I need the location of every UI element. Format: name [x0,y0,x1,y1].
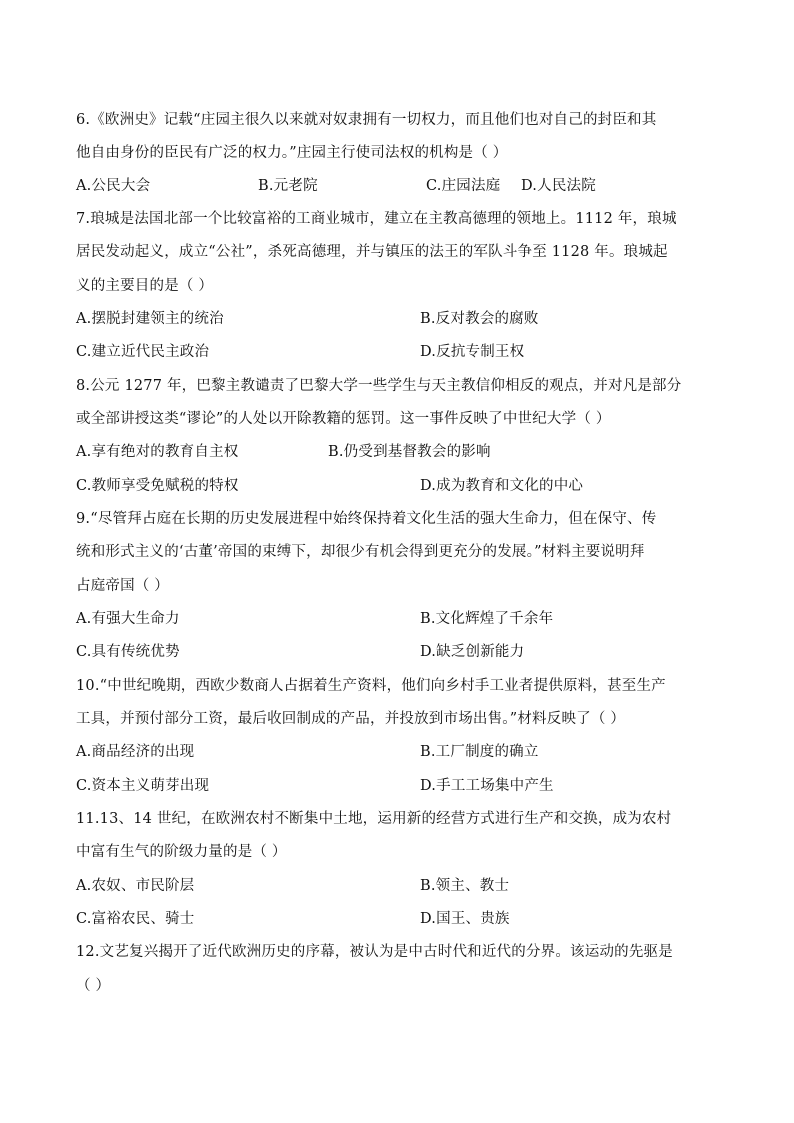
q10-option-d: D.手工工场集中产生 [420,778,554,794]
q10-stem-line-1: 10.“中世纪晚期，西欧少数商人占据着生产资料，他们向乡村手工业者提供原料，甚至生产 [76,678,666,694]
q9-option-a: A.有强大生命力 [76,611,180,627]
q8-stem-line-1: 8.公元 1277 年，巴黎主教谴责了巴黎大学一些学生与天主教信仰相反的观点，并对凡是部分 [76,378,682,394]
q6-option-d: D.人民法院 [521,178,596,194]
q7-option-b: B.反对教会的腐败 [420,311,539,327]
q9-option-d: D.缺乏创新能力 [420,644,525,660]
q7-stem-line-3: 义的主要目的是（ ） [76,278,214,294]
q8-option-a: A.享有绝对的教育自主权 [76,444,239,460]
q8-option-b: B.仍受到基督教会的影响 [328,444,491,460]
q6-option-c: C.庄园法庭 [426,178,501,194]
q9-stem-line-1: 9.“尽管拜占庭在长期的历史发展进程中始终保持着文化生活的强大生命力，但在保守、传 [76,511,657,527]
q11-option-a: A.农奴、市民阶层 [76,878,195,894]
q9-option-c: C.具有传统优势 [76,644,180,660]
q11-option-b: B.领主、教士 [420,878,510,894]
q11-option-d: D.国王、贵族 [420,911,510,927]
q10-option-a: A.商品经济的出现 [76,744,195,760]
q11-stem-line-1: 11.13、14 世纪，在欧洲农村不断集中土地，运用新的经营方式进行生产和交换，成为农村 [76,811,672,827]
q11-stem-line-2: 中富有生气的阶级力量的是（ ） [76,844,287,860]
q10-option-b: B.工厂制度的确立 [420,744,539,760]
q10-option-c: C.资本主义萌芽出现 [76,778,210,794]
q8-stem-line-2: 或全部讲授这类“谬论”的人处以开除教籍的惩罚。这一事件反映了中世纪大学（ ） [76,411,611,427]
q6-option-b: B.元老院 [258,178,318,194]
q6-stem-line-1: 6.《欧洲史》记载“庄园主很久以来就对奴隶拥有一切权力，而且他们也对自己的封臣和其 [76,112,657,128]
q7-stem-line-1: 7.琅城是法国北部一个比较富裕的工商业城市，建立在主教高德理的领地上。1112 年，琅城 [76,211,677,227]
q7-option-a: A.摆脱封建领主的统治 [76,311,224,327]
q12-stem-line-1: 12.文艺复兴揭开了近代欧洲历史的序幕，被认为是中古时代和近代的分界。该运动的先驱是 [76,944,673,960]
q11-option-c: C.富裕农民、骑士 [76,911,195,927]
q7-option-d: D.反抗专制王权 [420,344,525,360]
q12-stem-line-2: （ ） [76,978,111,994]
q8-option-d: D.成为教育和文化的中心 [420,478,584,494]
q6-stem-line-2: 他自由身份的臣民有广泛的权力。”庄园主行使司法权的机构是（ ） [76,145,508,161]
q6-option-a: A.公民大会 [76,178,151,194]
q9-stem-line-2: 统和形式主义的‘古董’帝国的束缚下，却很少有机会得到更充分的发展。”材料主要说明拜 [76,544,645,560]
q10-stem-line-2: 工具，并预付部分工资，最后收回制成的产品，并投放到市场出售。”材料反映了（ ） [76,711,626,727]
q7-stem-line-2: 居民发动起义，成立“公社”，杀死高德理，并与镇压的法王的军队斗争至 1128 年。琅城起 [76,244,668,260]
q7-option-c: C.建立近代民主政治 [76,344,210,360]
q8-option-c: C.教师享受免赋税的特权 [76,478,239,494]
q9-option-b: B.文化辉煌了千余年 [420,611,554,627]
q9-stem-line-3: 占庭帝国（ ） [76,578,170,594]
